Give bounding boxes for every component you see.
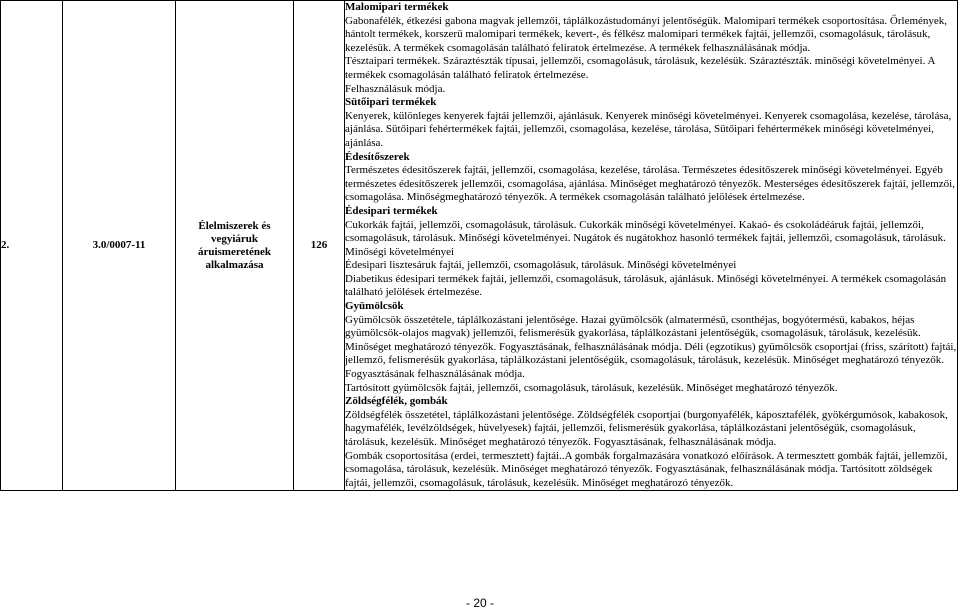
content-paragraph: Természetes édesítőszerek fajtái, jellemzői, csomagolása, kezelése, tárolása. Természetes édesítőszerek minőségi követelményei. Egyéb természetes édesítőszerek jellemzői, csomagolása, ajánlása. Minőséget meghatározó tényezők. Mesterséges édesítőszerek fajtái, jellemzői, csomagolása. Minőségmeghatározó tényezők. A termékek csomagolásán található jelölések értelmezése. xyxy=(345,164,955,204)
section-heading: Sütőipari termékek xyxy=(345,96,437,109)
content-paragraph: Tésztaipari termékek. Száraztészták típusai, jellemzői, csomagolásuk, tárolásuk, kezelésük. Száraztészták. minőségi követelményei. A termékek csomagolásán található feliratok értelmezése. xyxy=(345,55,935,81)
content-paragraph: Kenyerek, különleges kenyerek fajtái jellemzői, ajánlásuk. Kenyerek minőségi követelményei. Kenyerek csomagolása, kezelése, tárolása, ajánlása. Sütőipari fehértermékek fajtái, jellemzői, csomagolása, kezelése, tárolása, Sütőipari fehértermékek minőségi követelményei, ajánlása. xyxy=(345,109,952,149)
content-paragraph: Diabetikus édesipari termékek fajtái, jellemzői, csomagolásuk, tárolásuk, ajánlásuk. Minőségi követelményei. A termékek csomagolásán található jelölések értelmezése. xyxy=(345,272,947,299)
content-paragraph: Gabonafélék, étkezési gabona magvak jellemzői, táplálkozástudományi jelentőségük. Malomipari termékek csoportosítása. Őrlemények, hántolt termékek, korszerű malomipari termékek, kevert-, és félkész malomipari termékek fajtái, jellemzői, csomagolásuk, tárolásuk, kezelésük. A termékek csomagolásán található feliratok értelmezése. A termékek felhasználásának módja. xyxy=(345,14,948,54)
table-row xyxy=(1,1,958,491)
row-number: 2. xyxy=(1,1,63,491)
module-code: 3.0/0007-11 xyxy=(63,1,176,491)
content-paragraph: Gyümölcsök összetétele, táplálkozástani jelentősége. Hazai gyümölcsök (almatermésű, csonthéjas, bogyótermésű, kabakos, héjas gyümölcsök-olajos magvak) jellemzői, felismerésük gyakorlása, táplálkozástani jelentőségük, csomagolásuk, tárolásuk, kezelésük. Minőséget meghatározó tényezők. Fogyasztásának, felhasználásának módja. Déli (egzotikus) gyümölcsök csoportjai (friss, szárított) fajtái, jellemző, felismerésük gyakorlása, táplálkozástani jelentőségük, csomagolásuk, tárolásuk, kezelésük. Minőséget meghatározó tényezők. Fogyasztásának felhasználásának módja. xyxy=(345,313,957,381)
module-content xyxy=(345,1,958,491)
content-paragraph: Zöldségfélék összetétel, táplálkozástani jelentősége. Zöldségfélék csoportjai (burgonyafélék, káposztafélék, gyökérgumósok, kabakosok, hagymafélék, levélzöldségek, hüvelyesek) fajtái, jellemzői, felismerésük gyakorlása, táplálkozástani jelentőségük, csomagolásuk, tárolásuk, kezelésük. Minőséget meghatározó tényezők. Fogyasztásának, felhasználásának módja. xyxy=(345,408,948,448)
section-heading: Édesipari termékek xyxy=(345,204,438,217)
content-paragraph: Gombák csoportosítása (erdei, termesztett) fajtái..A gombák forgalmazására vonatkozó előírások. A termesztett gombák fajtái, jellemzői, csomagolása, tárolásuk, kezelésük. Minőséget meghatározó tényezők. Fogyasztásának, felhasználásának módja. Tartósított zöldségek fajtái, jellemzői, csomagolásuk, tárolásuk, kezelésük. Minőséget meghatározó tényezők. xyxy=(345,449,948,489)
module-hours: 126 xyxy=(294,1,345,491)
content-paragraph: Édesipari lisztesáruk fajtái, jellemzői, csomagolásuk, tárolásuk. Minőségi követelményei xyxy=(345,259,737,272)
content-paragraph: Tartósított gyümölcsök fajtái, jellemzői, csomagolásuk, tárolásuk, kezelésük. Minőséget meghatározó tényezők. xyxy=(345,381,838,394)
page-number: - 20 - xyxy=(465,596,494,610)
module-name: Élelmiszerek és vegyiáruk áruismeretének alkalmazása xyxy=(176,1,294,491)
content-paragraph: Cukorkák fajtái, jellemzői, csomagolásuk, tárolásuk. Cukorkák minőségi követelményei. Kakaó- és csokoládéáruk fajtái, jellemzői, csomagolásuk, tárolásuk. Minőségi követelményei. Nugátok és nugátokhoz hasonló termékek fajtái, jellemzői, csomagolásuk, tárolásuk. Minőségi követelményei xyxy=(345,218,946,258)
section-heading: Gyümölcsök xyxy=(345,300,404,313)
section-heading: Zöldségfélék, gombák xyxy=(345,395,448,408)
content-paragraph: Felhasználásuk módja. xyxy=(345,82,446,95)
section-heading: Édesítőszerek xyxy=(345,150,410,163)
section-heading: Malomipari termékek xyxy=(345,1,449,13)
